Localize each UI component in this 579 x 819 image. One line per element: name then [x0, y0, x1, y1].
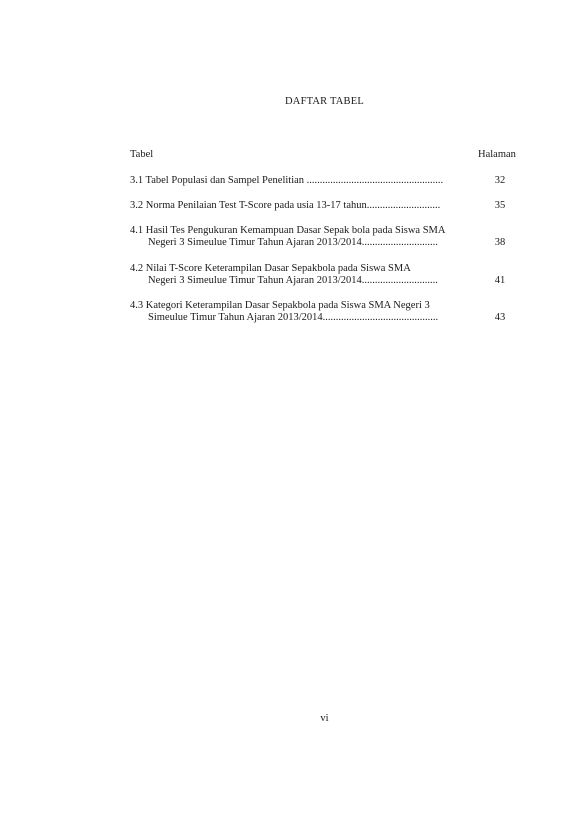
toc-entry-title: 3.2 Norma Penilaian Test T-Score pada usia 13-17 tahun............................ — [130, 200, 441, 211]
toc-entry-title: 4.3 Kategori Keterampilan Dasar Sepakbola pada Siswa SMA Negeri 3 — [130, 300, 430, 311]
page-title: DAFTAR TABEL — [285, 96, 364, 107]
toc-entry-title: 3.1 Tabel Populasi dan Sampel Penelitian .................................................... — [130, 175, 444, 186]
toc-entry-page: 41 — [494, 275, 506, 286]
toc-entry-page: 38 — [494, 237, 506, 248]
toc-entry-3-2 — [130, 200, 520, 212]
toc-entry-4-1 — [130, 225, 520, 249]
toc-entry-title-continued: Negeri 3 Simeulue Timur Tahun Ajaran 2013/2014............................. — [148, 275, 438, 286]
footer-page-number: vi — [320, 713, 329, 724]
toc-entry-4-3 — [130, 300, 520, 324]
toc-entry-title-continued: Simeulue Timur Tahun Ajaran 2013/2014............................................ — [148, 312, 439, 323]
toc-entry-4-2 — [130, 263, 520, 287]
column-header-halaman: Halaman — [478, 149, 516, 160]
toc-entry-page: 35 — [494, 200, 506, 211]
column-header-tabel: Tabel — [130, 149, 154, 160]
toc-entry-title: 4.1 Hasil Tes Pengukuran Kemampuan Dasar Sepak bola pada Siswa SMA — [130, 225, 446, 236]
toc-entry-title-continued: Negeri 3 Simeulue Timur Tahun Ajaran 2013/2014............................. — [148, 237, 438, 248]
toc-entry-page: 43 — [494, 312, 506, 323]
toc-entry-title: 4.2 Nilai T-Score Keterampilan Dasar Sepakbola pada Siswa SMA — [130, 263, 411, 274]
toc-entry-3-1 — [130, 175, 520, 187]
toc-entry-page: 32 — [494, 175, 506, 186]
